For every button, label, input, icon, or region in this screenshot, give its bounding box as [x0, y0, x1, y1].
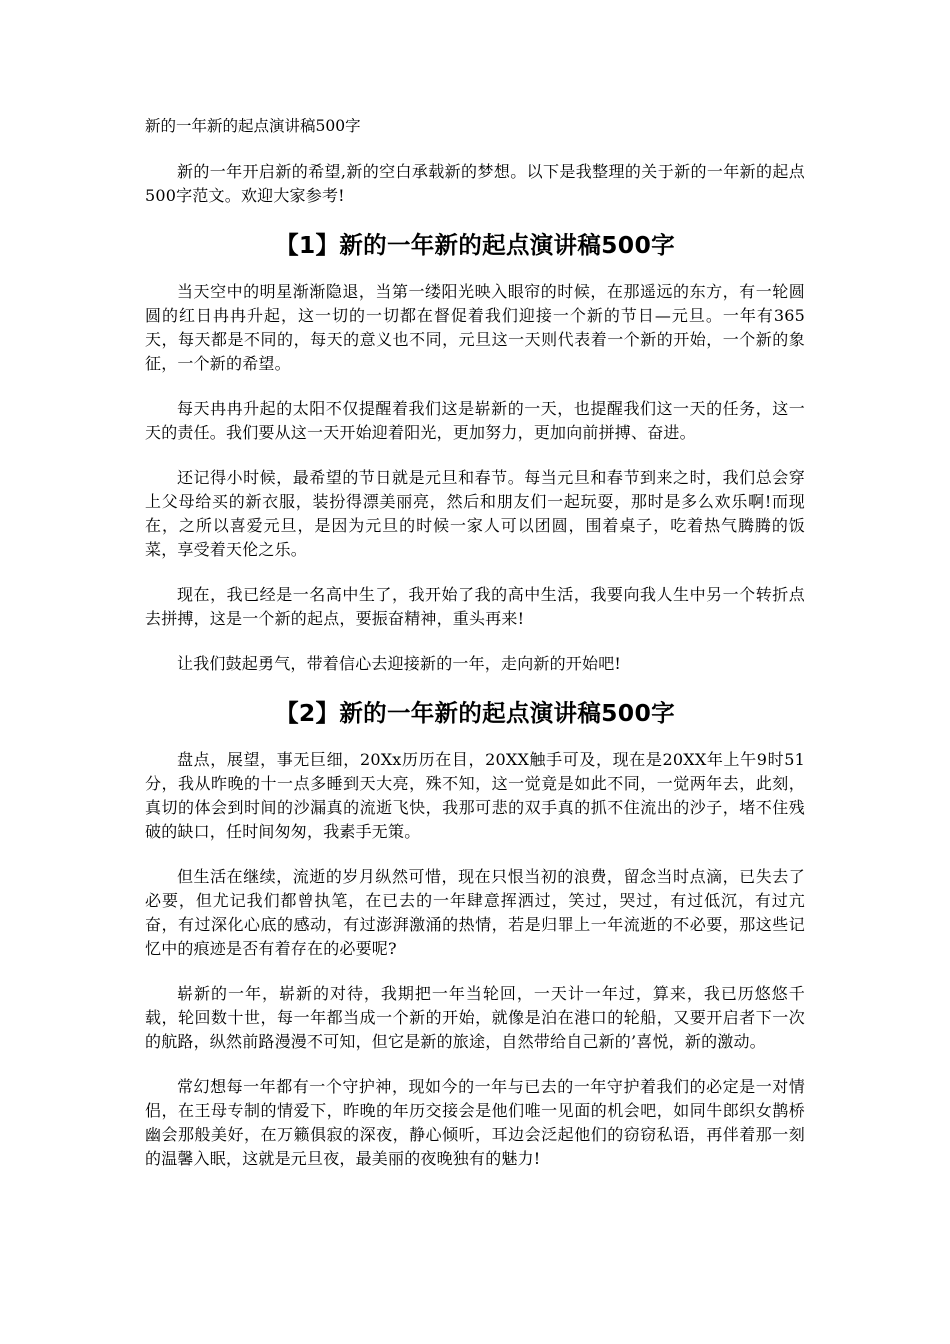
- section-1-paragraph-3: 还记得小时候，最希望的节日就是元旦和春节。每当元旦和春节到来之时，我们总会穿上父母给买的新衣服，装扮得漂美丽亮，然后和朋友们一起玩耍，那时是多么欢乐啊!而现在，之所以喜爱元旦，是因为元旦的时候一家人可以团圆，围着桌子，吃着热气腾腾的饭菜，享受着天伦之乐。: [145, 468, 805, 559]
- intro-paragraph: 新的一年开启新的希望,新的空白承载新的梦想。以下是我整理的关于新的一年新的起点500字范文。欢迎大家参考!: [145, 162, 805, 205]
- section-1-paragraph-5: 让我们鼓起勇气，带着信心去迎接新的一年，走向新的开始吧!: [177, 654, 622, 673]
- document-title: 新的一年新的起点演讲稿500字: [145, 117, 361, 135]
- section-2-paragraph-3: 崭新的一年，崭新的对待，我期把一年当轮回，一天计一年过，算来，我已历悠悠千载，轮回数十世，每一年都当成一个新的开始，就像是泊在港口的轮船，又要开启者下一次的航路，纵然前路漫漫不可知，但它是新的旅途，自然带给自己新的’喜悦，新的激动。: [145, 984, 805, 1051]
- section-1-heading: 【1】新的一年新的起点演讲稿500字: [275, 231, 675, 259]
- section-1-paragraph-2: 每天冉冉升起的太阳不仅提醒着我们这是崭新的一天，也提醒我们这一天的任务，这一天的责任。我们要从这一天开始迎着阳光，更加努力，更加向前拼搏、奋进。: [145, 399, 805, 442]
- section-1-paragraph-4: 现在，我已经是一名高中生了，我开始了我的高中生活，我要向我人生中另一个转折点去拼搏，这是一个新的起点，要振奋精神，重头再来!: [145, 585, 805, 628]
- section-1-paragraph-1: 当天空中的明星渐渐隐退，当第一缕阳光映入眼帘的时候，在那遥远的东方，有一轮圆圆的红日冉冉升起，这一切的一切都在督促着我们迎接一个新的节日—元旦。一年有365天，每天都是不同的，每天的意义也不同，元旦这一天则代表着一个新的开始，一个新的象征，一个新的希望。: [145, 282, 805, 373]
- section-2-heading: 【2】新的一年新的起点演讲稿500字: [275, 699, 675, 727]
- document-body: [145, 160, 805, 1192]
- section-2-paragraph-1: 盘点，展望，事无巨细，20Xx历历在目，20XX触手可及，现在是20XX年上午9时51分，我从昨晚的十一点多睡到天大亮，殊不知，这一觉竟是如此不同，一觉两年去，此刻，真切的体会到时间的沙漏真的流逝飞快，我那可悲的双手真的抓不住流出的沙子，堵不住残破的缺口，任时间匆匆，我素手无策。: [145, 750, 805, 841]
- section-2-paragraph-4: 常幻想每一年都有一个守护神，现如今的一年与已去的一年守护着我们的必定是一对情侣，在王母专制的情爱下，昨晚的年历交接会是他们唯一见面的机会吧，如同牛郎织女鹊桥幽会那般美好，在万籁俱寂的深夜，静心倾听，耳边会泛起他们的窃窃私语，再伴着那一刻的温馨入眠，这就是元旦夜，最美丽的夜晚独有的魅力!: [145, 1077, 805, 1168]
- section-2-paragraph-2: 但生活在继续，流逝的岁月纵然可惜，现在只恨当初的浪费，留念当时点滴，已失去了必要，但尤记我们都曾执笔，在已去的一年肆意挥洒过，笑过，哭过，有过低沉，有过亢奋，有过深化心底的感动，有过澎湃激涌的热情，若是归罪上一年流逝的不必要，那这些记忆中的痕迹是否有着存在的必要呢?: [145, 867, 805, 958]
